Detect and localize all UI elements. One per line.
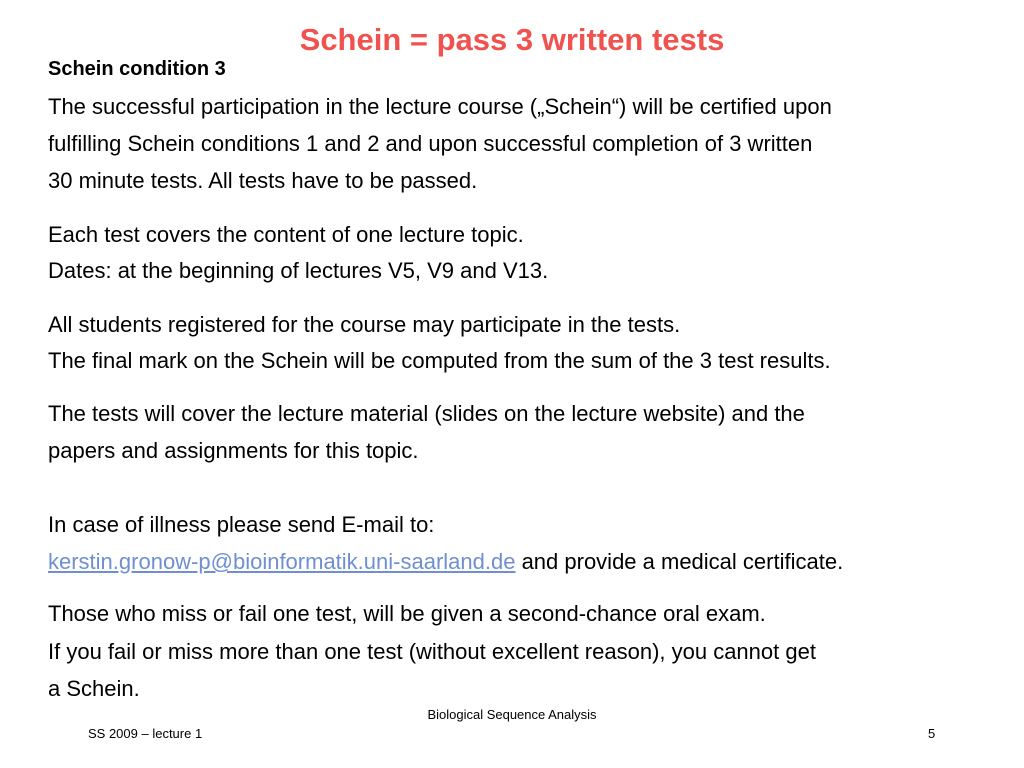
body-text-line: fulfilling Schein conditions 1 and 2 and upon successful completion of 3 written — [48, 131, 813, 156]
body-text-line: a Schein. — [48, 676, 140, 701]
body-text-line: papers and assignments for this topic. — [48, 438, 419, 463]
body-text-line: All students registered for the course may participate in the tests. — [48, 312, 681, 337]
email-line-suffix: and provide a medical certificate. — [515, 549, 844, 574]
body-text-line: Each test covers the content of one lecture topic. — [48, 222, 524, 247]
body-text-line: The final mark on the Schein will be computed from the sum of the 3 test results. — [48, 348, 831, 373]
footer-term: SS 2009 – lecture 1 — [88, 726, 203, 741]
body-text-line: Dates: at the beginning of lectures V5, V9 and V13. — [48, 258, 549, 283]
body-text-line: The successful participation in the lecture course („Schein“) will be certified upon — [48, 94, 832, 119]
body-text-line: If you fail or miss more than one test (without excellent reason), you cannot get — [48, 639, 816, 664]
footer-page-number: 5 — [928, 726, 936, 741]
slide-title: Schein = pass 3 written tests — [299, 22, 725, 57]
section-heading: Schein condition 3 — [48, 58, 226, 80]
email-link[interactable]: kerstin.gronow-p@bioinformatik.uni-saarland.de — [48, 549, 516, 574]
email-line — [48, 549, 843, 575]
body-text-line: Those who miss or fail one test, will be given a second-chance oral exam. — [48, 601, 766, 626]
body-text-line: In case of illness please send E-mail to: — [48, 512, 435, 537]
body-text-line: 30 minute tests. All tests have to be passed. — [48, 168, 478, 193]
footer-course-title: Biological Sequence Analysis — [427, 707, 597, 722]
body-text-line: The tests will cover the lecture material (slides on the lecture website) and the — [48, 401, 805, 426]
